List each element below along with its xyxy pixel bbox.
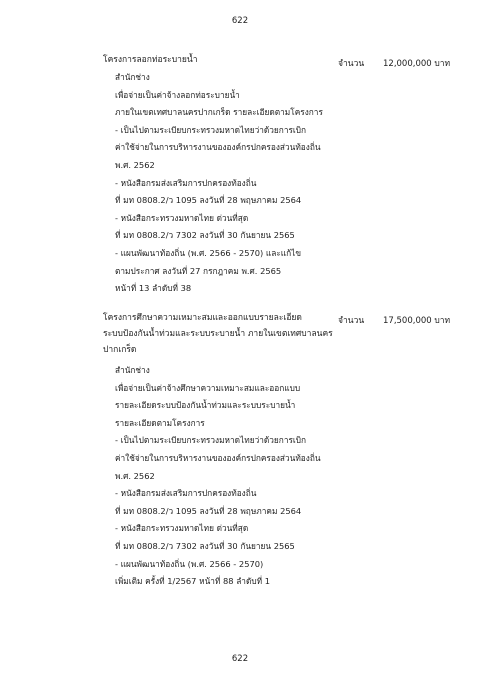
detail-line: เพิ่มเติม ครั้งที่ 1/2567 หน้าที่ 88 ลำดับที่ 1 <box>115 576 270 587</box>
project-2-details <box>115 362 355 591</box>
detail-line: - หนังสือกรมส่งเสริมการปกครองท้องถิ่น <box>115 177 257 188</box>
project-1-title <box>103 52 328 68</box>
detail-line: - หนังสือกรมส่งเสริมการปกครองท้องถิ่น <box>115 488 257 499</box>
page-number-top: 622 <box>231 16 249 26</box>
detail-line: ภายในเขตเทศบาลนครปากเกร็ด รายละเอียดตามโครงการ <box>115 107 323 118</box>
detail-line: - แผนพัฒนาท้องถิ่น (พ.ศ. 2566 - 2570) <box>115 558 264 569</box>
page-number-bottom: 622 <box>231 654 249 664</box>
detail-line: เพื่อจ่ายเป็นค่าจ้างลอกท่อระบายน้ำ <box>115 89 240 100</box>
detail-line: ค่าใช้จ่ายในการบริหารงานขององค์กรปกครองส่วนท้องถิ่น <box>115 142 321 153</box>
detail-line: - แผนพัฒนาท้องถิ่น (พ.ศ. 2566 - 2570) และแก้ไข <box>115 247 302 258</box>
detail-line: เพื่อจ่ายเป็นค่าจ้างศึกษาความเหมาะสมและออกแบบ <box>115 382 301 393</box>
detail-line: ค่าใช้จ่ายในการบริหารงานขององค์กรปกครองส่วนท้องถิ่น <box>115 452 321 463</box>
detail-line: ที่ มท 0808.2/ว 7302 ลงวันที่ 30 กันยายน 2565 <box>115 540 295 551</box>
detail-line: - หนังสือกระทรวงมหาดไทย ด่วนที่สุด <box>115 212 249 223</box>
project-2-amount-value: 17,500,000 บาท <box>383 316 451 326</box>
project-2-amount-label: จำนวน <box>338 316 365 326</box>
detail-line: พ.ศ. 2562 <box>115 159 155 170</box>
detail-line: ที่ มท 0808.2/ว 1095 ลงวันที่ 28 พฤษภาคม 2564 <box>115 505 302 516</box>
detail-line: รายละเอียดระบบป้องกันน้ำท่วมและระบบระบายน้ำ <box>115 400 296 411</box>
project-2-title <box>103 310 343 358</box>
detail-line: หน้าที่ 13 ลำดับที่ 38 <box>115 283 192 294</box>
detail-line: - เป็นไปตามระเบียบกระทรวงมหาดไทยว่าด้วยการเบิก <box>115 124 307 135</box>
project-1-title-line: โครงการลอกท่อระบายน้ำ <box>103 55 198 65</box>
project-1-amount-label: จำนวน <box>338 59 365 69</box>
project-2-title-line: โครงการศึกษาความเหมาะสมและออกแบบรายละเอียด <box>103 313 302 323</box>
detail-line: พ.ศ. 2562 <box>115 470 155 481</box>
project-1-details <box>115 69 355 298</box>
detail-line: สำนักช่าง <box>115 72 150 82</box>
detail-line: รายละเอียดตามโครงการ <box>115 417 205 428</box>
detail-line: ที่ มท 0808.2/ว 1095 ลงวันที่ 28 พฤษภาคม 2564 <box>115 195 302 206</box>
detail-line: - เป็นไปตามระเบียบกระทรวงมหาดไทยว่าด้วยการเบิก <box>115 435 307 446</box>
project-2-title-line: ปากเกร็ด <box>103 345 137 355</box>
detail-line: ตามประกาศ ลงวันที่ 27 กรกฎาคม พ.ศ. 2565 <box>115 265 282 276</box>
project-1-amount-value: 12,000,000 บาท <box>383 59 451 69</box>
project-2-title-line: ระบบป้องกันน้ำท่วมและระบบระบายน้ำ ภายในเขตเทศบาลนคร <box>103 329 333 339</box>
detail-line: สำนักช่าง <box>115 365 150 375</box>
detail-line: ที่ มท 0808.2/ว 7302 ลงวันที่ 30 กันยายน 2565 <box>115 230 295 241</box>
detail-line: - หนังสือกระทรวงมหาดไทย ด่วนที่สุด <box>115 523 249 534</box>
